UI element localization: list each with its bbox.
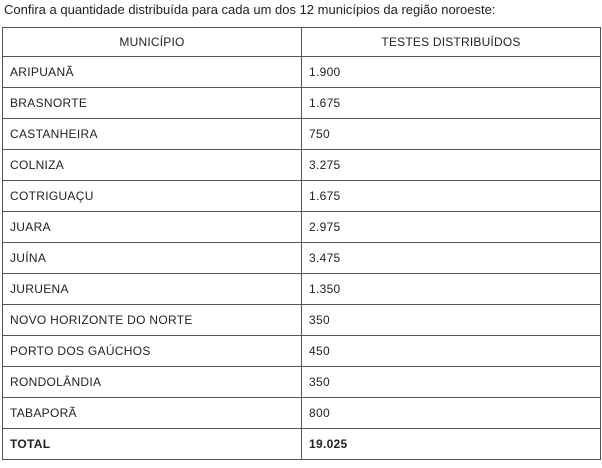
table-row: [3, 336, 601, 367]
total-row: [3, 429, 601, 460]
page-caption: Confira a quantidade distribuída para cada um dos 12 municípios da região noroeste:: [4, 2, 496, 17]
table-row: [3, 398, 601, 429]
table-row: [3, 274, 601, 305]
cell-municipio: COTRIGUAÇU: [3, 181, 302, 212]
distribution-table: [2, 27, 601, 460]
table-row: [3, 88, 601, 119]
cell-municipio: CASTANHEIRA: [3, 119, 302, 150]
cell-testes: 1.675: [302, 181, 601, 212]
cell-testes: 1.900: [302, 57, 601, 88]
cell-municipio: BRASNORTE: [3, 88, 302, 119]
cell-testes: 450: [302, 336, 601, 367]
table-row: [3, 181, 601, 212]
cell-municipio: JUÍNA: [3, 243, 302, 274]
table-row: [3, 57, 601, 88]
cell-testes: 1.675: [302, 88, 601, 119]
cell-testes: 2.975: [302, 212, 601, 243]
cell-municipio: JUARA: [3, 212, 302, 243]
cell-testes: 3.475: [302, 243, 601, 274]
cell-municipio: PORTO DOS GAÚCHOS: [3, 336, 302, 367]
total-label: TOTAL: [3, 429, 302, 460]
cell-municipio: ARIPUANÃ: [3, 57, 302, 88]
cell-municipio: RONDOLÂNDIA: [3, 367, 302, 398]
cell-testes: 1.350: [302, 274, 601, 305]
cell-municipio: NOVO HORIZONTE DO NORTE: [3, 305, 302, 336]
cell-testes: 750: [302, 119, 601, 150]
header-testes-distribuidos: TESTES DISTRIBUÍDOS: [302, 28, 601, 57]
table-row: [3, 243, 601, 274]
total-value: 19.025: [302, 429, 601, 460]
cell-testes: 350: [302, 367, 601, 398]
header-municipio: MUNICÍPIO: [3, 28, 302, 57]
table-row: [3, 119, 601, 150]
cell-municipio: JURUENA: [3, 274, 302, 305]
table-row: [3, 305, 601, 336]
table-row: [3, 212, 601, 243]
table-row: [3, 367, 601, 398]
cell-testes: 800: [302, 398, 601, 429]
cell-municipio: TABAPORÃ: [3, 398, 302, 429]
table-row: [3, 150, 601, 181]
cell-testes: 350: [302, 305, 601, 336]
table-header-row: [3, 28, 601, 57]
cell-municipio: COLNIZA: [3, 150, 302, 181]
cell-testes: 3.275: [302, 150, 601, 181]
